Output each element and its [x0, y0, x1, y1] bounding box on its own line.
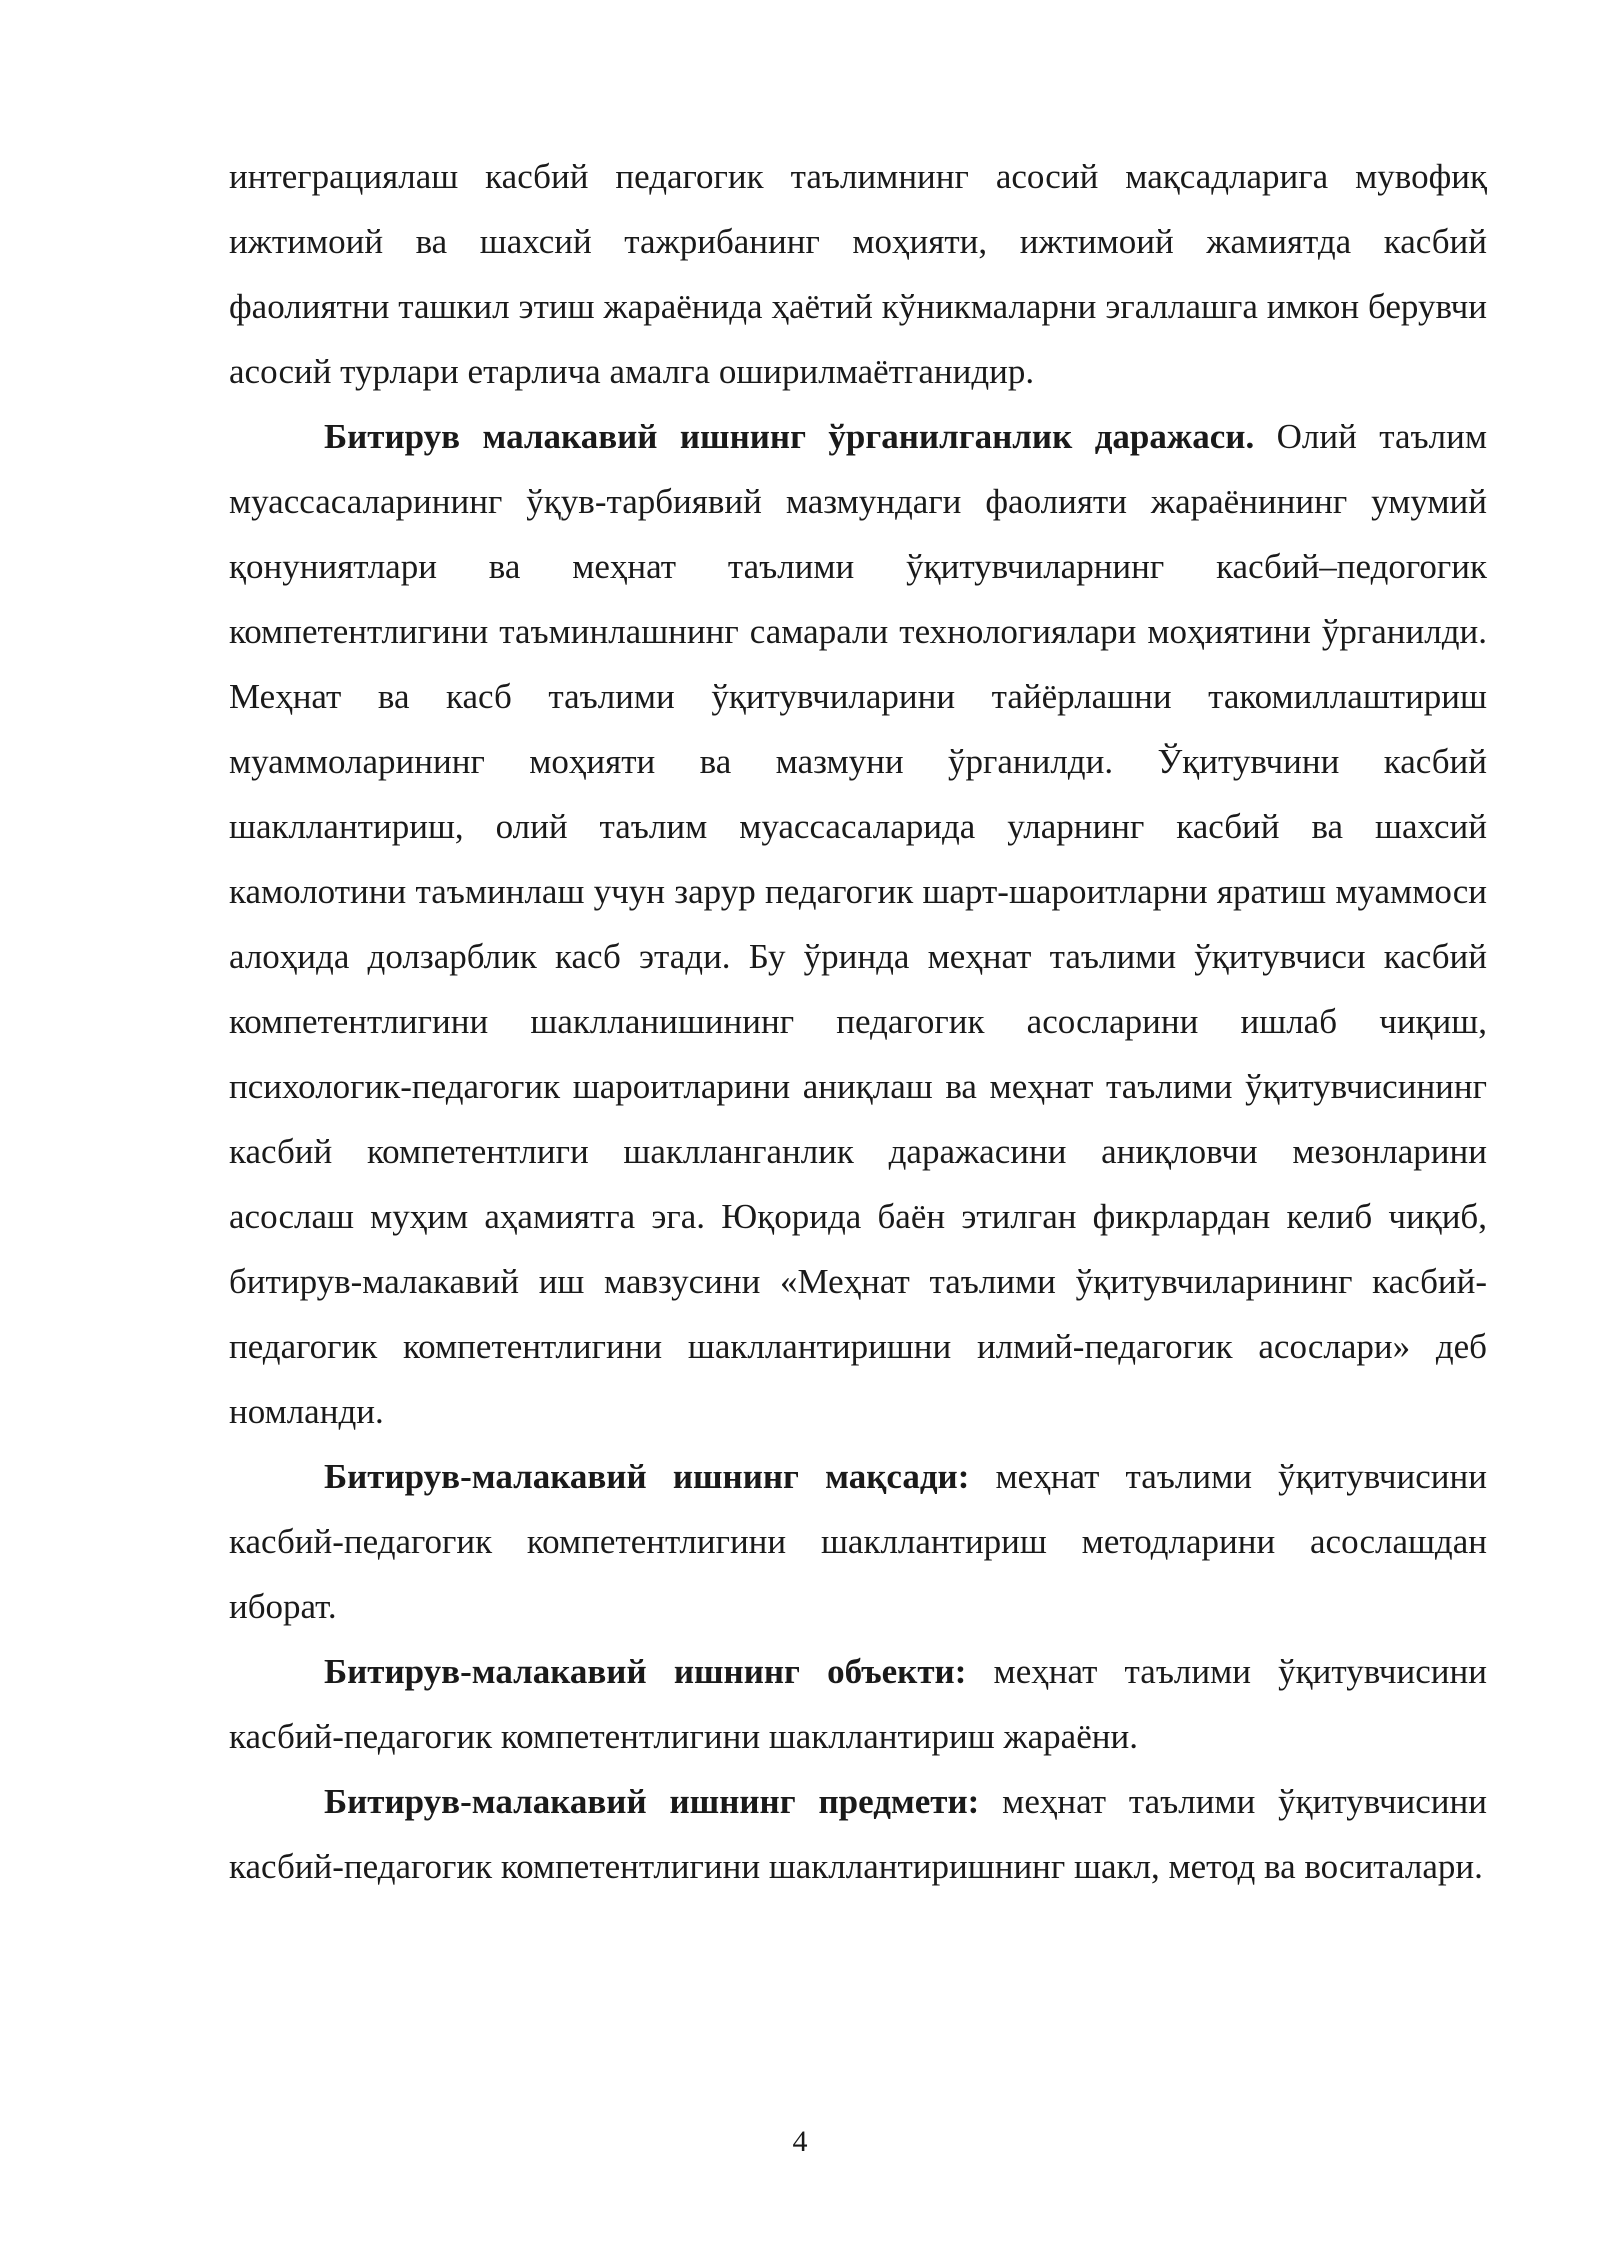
paragraph-text: меҳнат таълими ўқитувчисини касбий-педагогик компетентлигини шакллантиришнинг шакл, метод ва воситалари. — [229, 1782, 1488, 1886]
paragraph-text: меҳнат таълими ўқитувчисини касбий-педагогик компетентлигини шакллантириш методларини асослашдан иборат. — [229, 1457, 1487, 1626]
paragraph-intro — [229, 144, 1487, 404]
paragraph-text: интеграциялаш касбий педагогик таълимнинг асосий мақсадларига мувофиқ ижтимоий ва шахсий тажрибанинг моҳияти, ижтимоий жамиятда касбий фаолиятни ташкил этиш жараёнида ҳаётий кўникмаларни эгаллашга имкон берувчи асосий турлари етарлича амалга оширилмаётганидир. — [229, 157, 1487, 391]
paragraph-goal — [229, 1444, 1487, 1639]
paragraph-lead: Битирув-малакавий ишнинг объекти: — [324, 1652, 967, 1691]
page-number: 4 — [792, 2125, 808, 2158]
paragraph-object — [229, 1639, 1487, 1769]
paragraph-text: меҳнат таълими ўқитувчисини касбий-педагогик компетентлигини шакллантириш жараёни. — [229, 1652, 1487, 1756]
paragraph-lead: Битирув малакавий ишнинг ўрганилганлик даражаси. — [324, 417, 1255, 456]
paragraph-lead: Битирув-малакавий ишнинг предмети: — [324, 1782, 980, 1821]
paragraph-lead: Битирув-малакавий ишнинг мақсади: — [324, 1457, 970, 1496]
paragraph-text: Олий таълим муассасаларининг ўқув-тарбиявий мазмундаги фаолияти жараёнининг умумий қонуниятлари ва меҳнат таълими ўқитувчиларнинг касбий–педогогик компетентлигини таъминлашнинг самарали технологиялари моҳиятини ўрганилди. Меҳнат ва касб таълими ўқитувчиларини тайёрлашни такомиллаштириш муаммоларининг моҳияти ва мазмуни ўрганилди. Ўқитувчини касбий шакллантириш, олий таълим муассасаларида уларнинг касбий ва шахсий камолотини таъминлаш учун зарур педагогик шарт-шароитларни яратиш муаммоси алоҳида долзарблик касб этади. Бу ўринда меҳнат таълими ўқитувчиси касбий компетентлигини шаклланишининг педагогик асосларини ишлаб чиқиш, психологик-педагогик шароитларини аниқлаш ва меҳнат таълими ўқитувчисининг касбий компетентлиги шаклланганлик даражасини аниқловчи мезонларини асослаш муҳим аҳамиятга эга. Юқорида баён этилган фикрлардан келиб чиқиб, битирув-малакавий иш мавзусини «Меҳнат таълими ўқитувчиларининг касбий-педагогик компетентлигини шакллантиришни илмий-педагогик асослари» деб номланди. — [229, 417, 1488, 1431]
paragraph-subject — [229, 1769, 1487, 1899]
paragraph-research-level — [229, 404, 1487, 1444]
document-body — [229, 144, 1487, 1899]
